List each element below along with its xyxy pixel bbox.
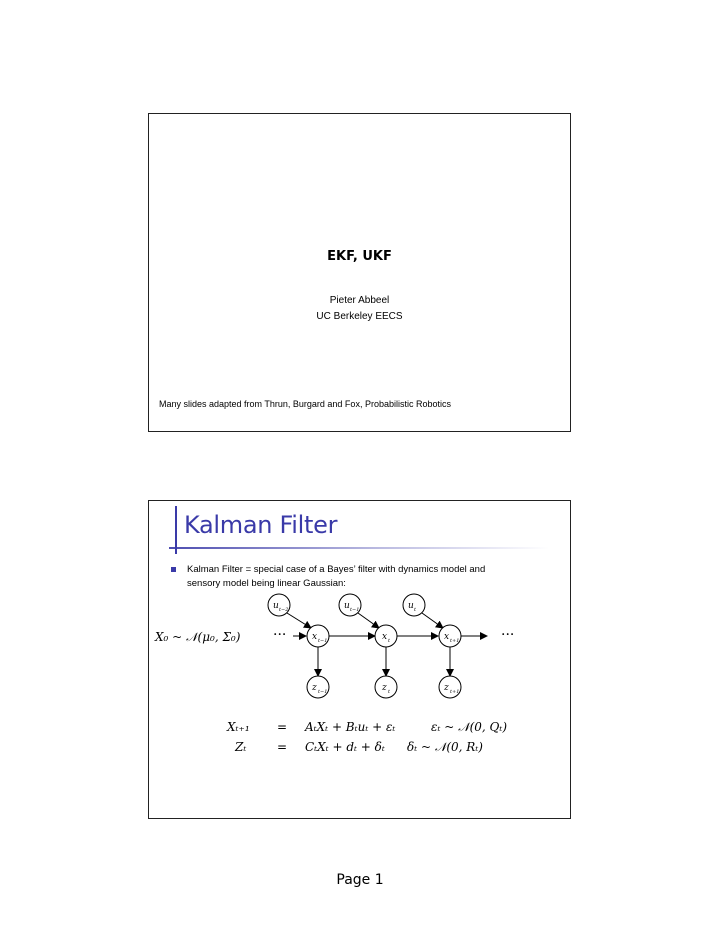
svg-text:AₜXₜ + Bₜuₜ + εₜ: AₜXₜ + Bₜuₜ + εₜ (305, 720, 396, 734)
node-z-tm1 (307, 676, 329, 698)
bullet-line-1: Kalman Filter = special case of a Bayes’ filter with dynamics model and (187, 564, 486, 575)
svg-text:t: t (414, 607, 417, 613)
svg-text:z: z (312, 683, 317, 693)
svg-text:Xₜ₊₁: Xₜ₊₁ (227, 720, 250, 734)
node-u-tm2 (268, 594, 290, 616)
author-name: Pieter Abbeel (329, 295, 390, 306)
credit-footnote: Many slides adapted from Thrun, Burgard and Fox, Probabilistic Robotics (159, 399, 451, 409)
ellipsis-right: ··· (501, 627, 515, 643)
svg-text:t: t (388, 638, 391, 644)
node-x-tp1 (439, 625, 461, 647)
svg-text:x: x (312, 632, 318, 642)
ellipsis-left: ··· (273, 627, 287, 643)
slide-title: Kalman Filter (184, 511, 338, 539)
page-number: Page 1 (336, 872, 384, 888)
svg-text:t−1: t−1 (318, 638, 328, 644)
svg-text:u: u (408, 601, 414, 611)
svg-text:x: x (444, 632, 450, 642)
title-slide (148, 113, 571, 432)
svg-text:=: = (277, 720, 288, 734)
node-u-t (403, 594, 425, 616)
svg-text:t+1: t+1 (450, 689, 460, 695)
kalman-filter-slide (148, 500, 571, 819)
dynamics-equation (226, 720, 507, 734)
svg-text:εₜ ~ 𝒩(0, Qₜ): εₜ ~ 𝒩(0, Qₜ) (431, 720, 508, 734)
svg-text:Zₜ: Zₜ (235, 740, 247, 754)
edge-u-t-to-x-tp1 (422, 613, 443, 628)
prior-distribution: X₀ ~ 𝒩(μ₀, Σ₀) (155, 630, 241, 644)
svg-text:=: = (277, 740, 288, 754)
edge-u-tm1-to-x-t (358, 613, 379, 628)
node-z-tp1 (439, 676, 461, 698)
node-u-tm1 (339, 594, 361, 616)
svg-text:u: u (273, 601, 279, 611)
edge-u-tm2-to-x-tm1 (287, 613, 311, 628)
author-affiliation: UC Berkeley EECS (316, 311, 403, 322)
svg-text:t: t (388, 689, 391, 695)
svg-text:t−1: t−1 (318, 689, 328, 695)
node-x-t (375, 625, 397, 647)
bullet-line-2: sensory model being linear Gaussian: (187, 578, 346, 589)
svg-text:u: u (344, 601, 350, 611)
svg-text:x: x (382, 632, 388, 642)
svg-text:t−2: t−2 (279, 607, 289, 613)
node-x-tm1 (307, 625, 329, 647)
slide-title: EKF, UKF (327, 249, 392, 264)
svg-text:δₜ ~ 𝒩(0, Rₜ): δₜ ~ 𝒩(0, Rₜ) (407, 740, 483, 754)
node-z-t (375, 676, 397, 698)
svg-text:t+1: t+1 (450, 638, 460, 644)
svg-text:z: z (444, 683, 449, 693)
svg-text:z: z (382, 683, 387, 693)
observation-equation (234, 740, 483, 754)
svg-text:t−1: t−1 (350, 607, 360, 613)
svg-text:CₜXₜ + dₜ + δₜ: CₜXₜ + dₜ + δₜ (305, 740, 385, 754)
dbn-diagram (149, 501, 570, 818)
